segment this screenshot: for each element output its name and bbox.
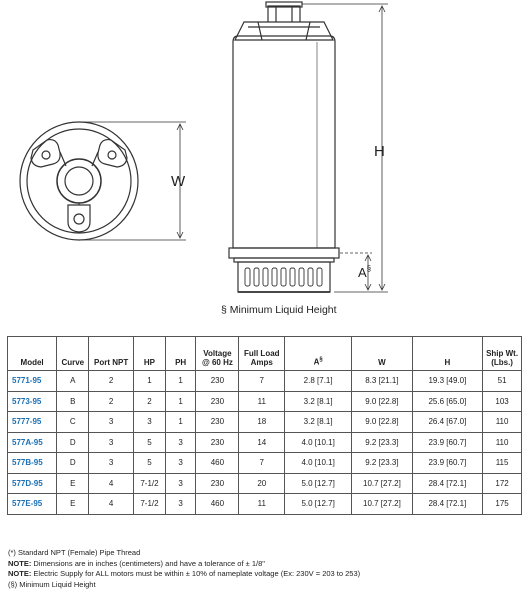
- cell-ph: 1: [165, 412, 195, 433]
- note-electric-supply: NOTE: Electric Supply for ALL motors must be within ± 10% of nameplate voltage (Ex: 230V = 203 to 253): [8, 569, 361, 579]
- col-header-ship-wt: Ship Wt. (Lbs.): [483, 337, 522, 371]
- cell-model[interactable]: 577B-95: [8, 453, 57, 474]
- cell-ph: 3: [165, 473, 195, 494]
- table-row: [8, 473, 522, 494]
- cell-port-npt: 4: [89, 473, 134, 494]
- cell-full-load-amps: 11: [239, 391, 285, 412]
- cell-voltage: 460: [196, 453, 239, 474]
- cell-ship-wt: 103: [483, 391, 522, 412]
- cell-ship-wt: 175: [483, 494, 522, 515]
- cell-h: 26.4 [67.0]: [412, 412, 483, 433]
- cell-full-load-amps: 14: [239, 432, 285, 453]
- cell-a: 4.0 [10.1]: [285, 453, 352, 474]
- cell-w: 9.2 [23.3]: [352, 432, 412, 453]
- cell-a: 5.0 [12.7]: [285, 473, 352, 494]
- cell-hp: 7-1/2: [133, 494, 165, 515]
- cell-ph: 3: [165, 453, 195, 474]
- w-dimension-line: [79, 122, 186, 240]
- col-header-w: W: [352, 337, 412, 371]
- cell-ph: 1: [165, 391, 195, 412]
- cell-voltage: 230: [196, 432, 239, 453]
- note-npt-thread: (*) Standard NPT (Female) Pipe Thread: [8, 548, 141, 557]
- cell-model[interactable]: 577D-95: [8, 473, 57, 494]
- cell-h: 28.4 [72.1]: [412, 494, 483, 515]
- cell-w: 9.0 [22.8]: [352, 412, 412, 433]
- cell-model[interactable]: 5771-95: [8, 371, 57, 392]
- cell-a: 5.0 [12.7]: [285, 494, 352, 515]
- table-row: [8, 391, 522, 412]
- cell-h: 23.9 [60.7]: [412, 453, 483, 474]
- pump-spec-table: [7, 336, 522, 515]
- cell-curve: B: [57, 391, 89, 412]
- cell-h: 23.9 [60.7]: [412, 432, 483, 453]
- table-row: [8, 371, 522, 392]
- col-header-port-npt: Port NPT: [89, 337, 134, 371]
- note-min-liquid-height: (§) Minimum Liquid Height: [8, 579, 96, 589]
- cell-ship-wt: 51: [483, 371, 522, 392]
- a-dimension-label: A§: [358, 264, 372, 280]
- col-header-h: H: [412, 337, 483, 371]
- cell-model[interactable]: 577A-95: [8, 432, 57, 453]
- cell-ship-wt: 110: [483, 412, 522, 433]
- w-dimension-label: W: [171, 173, 186, 190]
- notes-block: [8, 548, 523, 590]
- col-header-curve: Curve: [57, 337, 89, 371]
- table-row: [8, 453, 522, 474]
- cell-ph: 1: [165, 371, 195, 392]
- pump-top-view: [20, 122, 138, 240]
- col-header-model: Model: [8, 337, 57, 371]
- cell-a: 3.2 [8.1]: [285, 391, 352, 412]
- col-header-ph: PH: [165, 337, 195, 371]
- cell-w: 8.3 [21.1]: [352, 371, 412, 392]
- cell-w: 10.7 [27.2]: [352, 473, 412, 494]
- cell-hp: 1: [133, 371, 165, 392]
- cell-ship-wt: 172: [483, 473, 522, 494]
- cell-port-npt: 2: [89, 391, 134, 412]
- cell-model[interactable]: 5777-95: [8, 412, 57, 433]
- cell-voltage: 230: [196, 412, 239, 433]
- cell-w: 9.0 [22.8]: [352, 391, 412, 412]
- table-row: [8, 432, 522, 453]
- drawing-caption: § Minimum Liquid Height: [221, 304, 337, 316]
- cell-curve: D: [57, 453, 89, 474]
- note-dimensions: NOTE: Dimensions are in inches (centimeters) and have a tolerance of ± 1/8": [8, 558, 265, 568]
- cell-voltage: 230: [196, 473, 239, 494]
- cell-full-load-amps: 7: [239, 453, 285, 474]
- cell-h: 25.6 [65.0]: [412, 391, 483, 412]
- col-header-hp: HP: [133, 337, 165, 371]
- cell-hp: 2: [133, 391, 165, 412]
- cell-a: 2.8 [7.1]: [285, 371, 352, 392]
- table-header-row: [8, 337, 522, 371]
- cell-curve: E: [57, 473, 89, 494]
- cell-hp: 5: [133, 453, 165, 474]
- cell-port-npt: 3: [89, 412, 134, 433]
- cell-ph: 3: [165, 432, 195, 453]
- cell-w: 10.7 [27.2]: [352, 494, 412, 515]
- cell-hp: 5: [133, 432, 165, 453]
- cell-curve: A: [57, 371, 89, 392]
- cell-a: 3.2 [8.1]: [285, 412, 352, 433]
- cell-port-npt: 2: [89, 371, 134, 392]
- cell-voltage: 230: [196, 371, 239, 392]
- cell-a: 4.0 [10.1]: [285, 432, 352, 453]
- cell-full-load-amps: 11: [239, 494, 285, 515]
- col-header-voltage: Voltage @ 60 Hz: [196, 337, 239, 371]
- cell-h: 19.3 [49.0]: [412, 371, 483, 392]
- intake-slots: [245, 268, 322, 286]
- cell-ph: 3: [165, 494, 195, 515]
- cell-curve: E: [57, 494, 89, 515]
- cell-voltage: 230: [196, 391, 239, 412]
- cell-port-npt: 4: [89, 494, 134, 515]
- table-row: [8, 412, 522, 433]
- cell-model[interactable]: 577E-95: [8, 494, 57, 515]
- cell-full-load-amps: 7: [239, 371, 285, 392]
- cell-w: 9.2 [23.3]: [352, 453, 412, 474]
- cell-model[interactable]: 5773-95: [8, 391, 57, 412]
- table-row: [8, 494, 522, 515]
- cell-ship-wt: 110: [483, 432, 522, 453]
- cell-voltage: 460: [196, 494, 239, 515]
- col-header-full-load-amps: Full Load Amps: [239, 337, 285, 371]
- pump-side-view: [229, 2, 339, 292]
- cell-full-load-amps: 18: [239, 412, 285, 433]
- cell-port-npt: 3: [89, 453, 134, 474]
- cell-h: 28.4 [72.1]: [412, 473, 483, 494]
- cell-hp: 3: [133, 412, 165, 433]
- cell-hp: 7-1/2: [133, 473, 165, 494]
- cell-full-load-amps: 20: [239, 473, 285, 494]
- cell-curve: D: [57, 432, 89, 453]
- cell-ship-wt: 115: [483, 453, 522, 474]
- col-header-a: A§: [285, 337, 352, 371]
- cell-port-npt: 3: [89, 432, 134, 453]
- cell-curve: C: [57, 412, 89, 433]
- h-dimension-label: H: [374, 143, 385, 160]
